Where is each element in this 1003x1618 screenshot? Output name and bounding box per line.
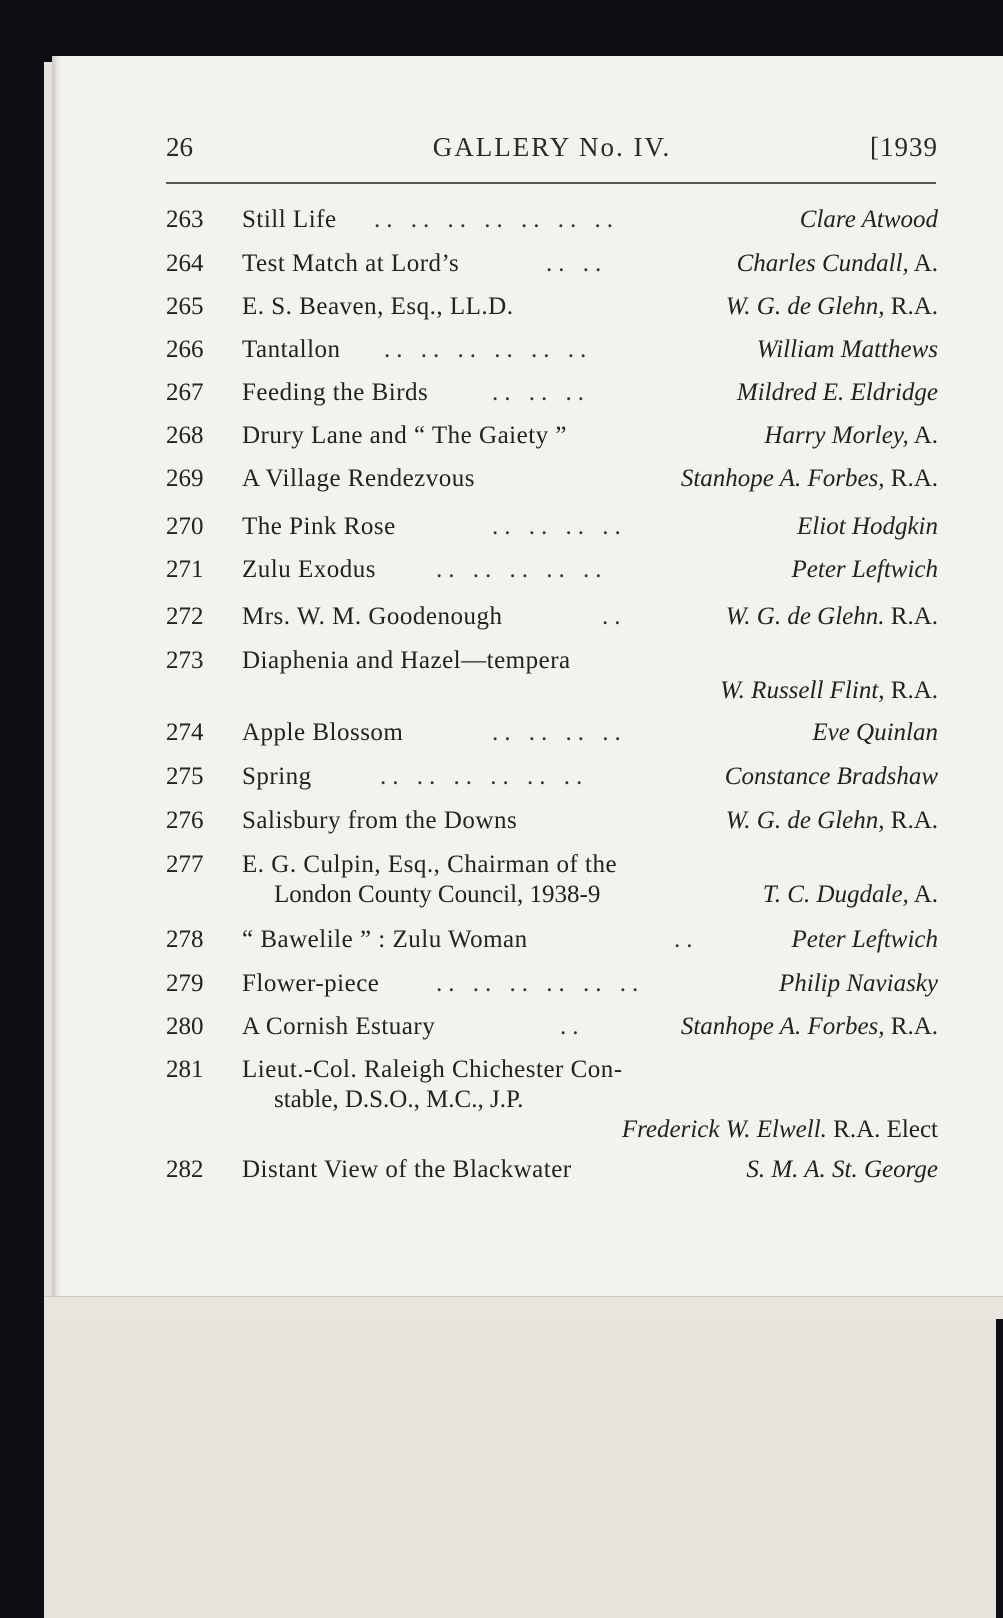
artist-name: Philip Naviasky [779,970,938,997]
entry-number: 265 [166,293,204,320]
catalogue-entry [166,601,938,633]
artist-name: T. C. Dugdale, [762,881,909,908]
page-number: 26 [166,132,193,162]
artist-name: Peter Leftwich [791,556,938,583]
artist-name: W. Russell Flint, [720,677,885,704]
entry-number: 274 [166,719,204,746]
artist-suffix: A. [913,422,938,449]
entry-title: A Village Rendezvous [242,465,475,492]
entry-number: 277 [166,851,204,878]
entry-artist [726,805,938,837]
catalogue-entry [166,204,938,236]
catalogue-entry [166,761,938,793]
artist-suffix: R.A. Elect [833,1116,938,1143]
entry-artist [812,717,938,749]
artist-name: Mildred E. Eldridge [736,379,938,406]
entry-title: E. S. Beaven, Esq., LL.D. [242,293,514,320]
entry-number: 272 [166,603,204,630]
entry-number: 282 [166,1156,204,1183]
artist-suffix: A. [913,250,938,277]
entry-number: 268 [166,422,204,449]
entry-number: 279 [166,970,204,997]
leader-dots: .. .. .. .. .. .. [384,336,593,363]
artist-name: William Matthews [756,336,938,363]
entry-artist [725,761,938,793]
leader-dots: .. .. .. .. .. [436,556,608,583]
artist-name: Eliot Hodgkin [797,513,938,540]
entry-artist [720,675,938,707]
artist-suffix: R.A. [890,293,938,320]
entry-title: Feeding the Birds [242,379,429,406]
entry-title: Still Life [242,206,337,233]
artist-name: Eve Quinlan [812,719,938,746]
leader-dots: .. .. .. [492,379,590,406]
artist-name: Stanhope A. Forbes, [680,1013,885,1040]
entry-number: 266 [166,336,204,363]
entry-number: 269 [166,465,204,492]
leader-dots: .. .. .. .. [492,513,627,540]
entry-title: Drury Lane and “ The Gaiety ” [242,422,568,449]
year-label: [1939 [870,132,938,162]
artist-suffix: R.A. [890,677,938,704]
catalogue-entry [166,717,938,749]
artist-name: Clare Atwood [799,206,938,233]
entry-artist [764,420,938,452]
artist-name: Stanhope A. Forbes, [680,465,885,492]
leader-dots: .. .. .. .. .. .. [436,970,645,997]
entry-artist [757,334,938,366]
artist-name: Harry Morley, [764,422,909,449]
catalogue-entry [166,1011,938,1043]
artist-name: Frederick W. Elwell. [621,1116,827,1143]
entry-title-continued: stable, D.S.O., M.C., J.P. [274,1086,524,1113]
artist-suffix: R.A. [890,1013,938,1040]
entry-number: 281 [166,1056,204,1083]
entry-title: Zulu Exodus [242,556,376,583]
entry-title: Lieut.-Col. Raleigh Chichester Con- [242,1056,623,1083]
leader-dots: .. .. [546,250,608,277]
entry-number: 271 [166,556,204,583]
entry-title: Spring [242,763,312,790]
artist-name: Charles Cundall, [736,250,909,277]
entry-number: 264 [166,250,204,277]
artist-suffix: A. [913,881,938,908]
gallery-title: GALLERY No. IV. [432,132,672,162]
catalogue-entry [166,554,938,586]
entry-artist [797,511,938,543]
entry-artist [792,554,939,586]
entry-artist [737,377,938,409]
entry-title: Distant View of the Blackwater [242,1156,572,1183]
catalogue-entry [166,463,938,495]
entry-artist [726,601,938,633]
page-bottom-edge [44,1296,1003,1319]
entry-title: Flower-piece [242,970,380,997]
artist-name: W. G. de Glehn, [725,807,885,834]
entry-artist [726,291,938,323]
entry-title: A Cornish Estuary [242,1013,436,1040]
catalogue-entry [166,645,938,707]
entry-title: Mrs. W. M. Goodenough [242,603,503,630]
catalogue-entry [166,805,938,837]
catalogue-entry [166,849,938,911]
entry-number: 263 [166,206,204,233]
leader-dots: .. .. .. .. [492,719,627,746]
entry-artist [746,1154,938,1186]
artist-suffix: R.A. [890,807,938,834]
artist-suffix: R.A. [890,603,938,630]
entry-artist [681,1011,938,1043]
entry-number: 270 [166,513,204,540]
entry-title: Salisbury from the Downs [242,807,518,834]
entry-number: 275 [166,763,204,790]
catalogue-entry [166,291,938,323]
leader-dots: .. .. .. .. .. .. [380,763,589,790]
leader-dots: .. .. .. .. .. .. .. [374,206,619,233]
catalogue-entry [166,511,938,543]
entry-artist [779,968,938,1000]
catalogue-entry [166,1154,938,1186]
entry-title: Diaphenia and Hazel—tempera [242,647,571,674]
entry-number: 278 [166,926,204,953]
entry-title: Test Match at Lord’s [242,250,460,277]
catalogue-entry [166,377,938,409]
entry-title: The Pink Rose [242,513,396,540]
artist-name: Peter Leftwich [791,926,938,953]
leader-dots: .. [560,1013,585,1040]
entry-number: 273 [166,647,204,674]
page-header [166,132,938,172]
entry-artist [763,879,938,911]
catalogue-entry [166,924,938,956]
entry-title: “ Bawelile ” : Zulu Woman [242,926,528,953]
artist-name: W. G. de Glehn. [725,603,885,630]
artist-suffix: R.A. [890,465,938,492]
entry-title: Apple Blossom [242,719,404,746]
entry-artist [681,463,938,495]
leader-dots: .. [674,926,699,953]
entry-artist [737,248,938,280]
entry-artist [622,1114,938,1146]
artist-name: W. G. de Glehn, [725,293,885,320]
artist-name: S. M. A. St. George [746,1156,938,1183]
entry-artist [800,204,938,236]
entry-artist [792,924,939,956]
entry-title: E. G. Culpin, Esq., Chairman of the [242,851,618,878]
entry-title: Tantallon [242,336,341,363]
header-rule [166,182,936,184]
catalogue-entry [166,968,938,1000]
entry-title-continued: London County Council, 1938-9 [274,881,601,908]
artist-name: Constance Bradshaw [724,763,938,790]
catalogue-entry [166,420,938,452]
entry-number: 267 [166,379,204,406]
entry-number: 276 [166,807,204,834]
catalogue-entry [166,1054,938,1146]
leader-dots: .. [602,603,627,630]
entry-number: 280 [166,1013,204,1040]
catalogue-entry [166,334,938,366]
catalogue-entry [166,248,938,280]
